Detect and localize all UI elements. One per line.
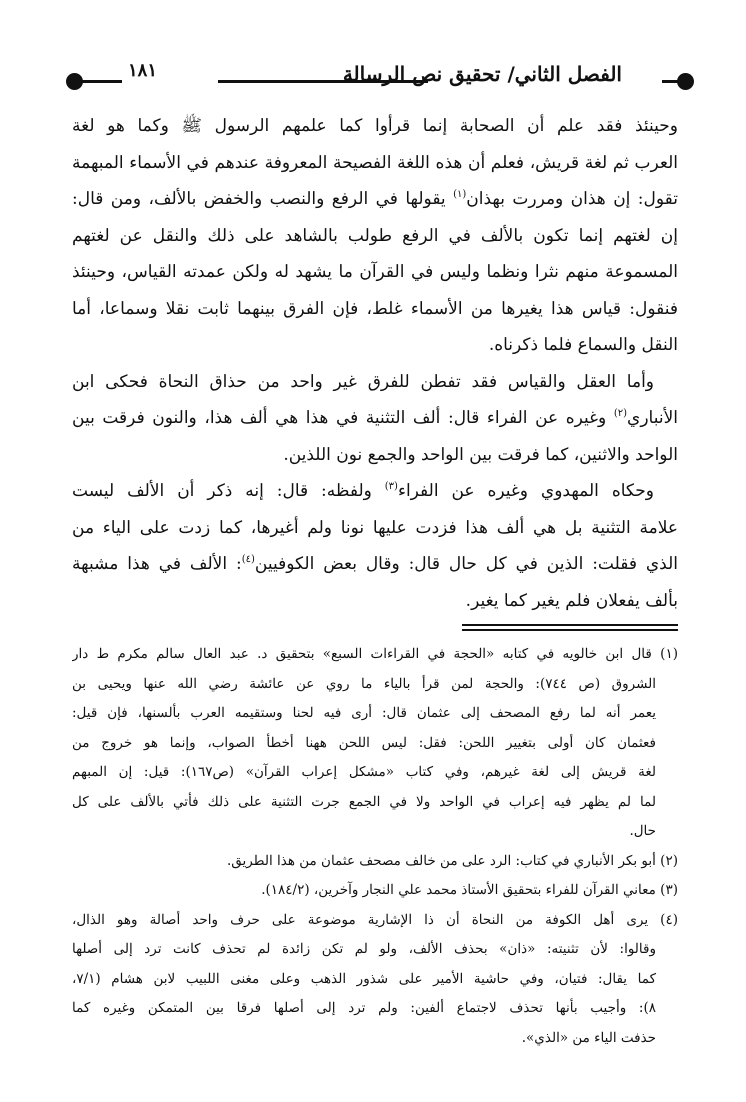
footnote-line <box>72 729 678 759</box>
main-text <box>72 108 678 619</box>
line-text: تقول: إن هذان ومررت بهذان <box>466 189 678 209</box>
line-text: لما لم يظهر فيه إعراب في الواحد ولا في الجمع جرت التثنية على ذلك فأتي بالألف على كل <box>72 793 656 810</box>
body-line <box>72 327 678 364</box>
running-header <box>66 60 694 104</box>
footnote-marker: (٢) <box>613 408 628 419</box>
line-text: وأما العقل والقياس فقد تفطن للفرق غير واحد من حذاق النحاة فحكى ابن <box>72 371 654 392</box>
line-text: يقولها في الرفع والنصب والخفض بالألف، ومن قال: <box>72 189 454 209</box>
line-text: بألف يفعلان فلم يغير كما يغير. <box>465 590 678 611</box>
page-number: ١٨١ <box>128 60 158 81</box>
line-text: (٤) يرى أهل الكوفة من النحاة أن ذا الإشارية موضوعة على حرف واحد أصالة وهو الذال، <box>72 911 678 928</box>
body-line <box>72 510 678 547</box>
footnote-line <box>72 994 678 1024</box>
footnote-line <box>72 788 678 818</box>
body-line <box>72 254 678 291</box>
footnote-line <box>72 906 678 936</box>
body-line <box>72 108 678 145</box>
line-text: وقالوا: لأن تثنيته: «ذان» بحذف الألف، ولو لم تكن زائدة لم تحذف كانت ترد إلى أصلها <box>72 941 656 957</box>
body-line <box>72 364 678 401</box>
line-text: الذي فقلت: الذين في كل حال قال: وقال بعض الكوفيين <box>254 554 678 574</box>
line-text: وغيره عن الفراء قال: ألف التثنية في هذا هي ألف هذا، والنون فرقت بين <box>72 408 614 428</box>
line-text: حذفت الياء من «الذي». <box>521 1029 656 1046</box>
footnotes <box>72 640 678 1053</box>
footnote-line <box>72 699 678 729</box>
line-text: حال. <box>629 823 656 839</box>
footnote-marker: (٣) <box>384 481 398 492</box>
footnote-separator <box>462 624 678 634</box>
line-text: وحكاه المهدوي وغيره عن الفراء <box>397 481 655 501</box>
footnote-marker: (١) <box>453 189 467 200</box>
footnote-line <box>72 935 678 965</box>
footnote-line <box>72 670 678 700</box>
line-text: إن لغتهم إنما تكون بالألف في الرفع طولب بالشاهد على ذلك والنقل عن لغتهم <box>72 225 678 246</box>
body-line <box>72 291 678 328</box>
line-text: : الألف في هذا مشبهة <box>72 554 242 574</box>
footnote-line <box>72 1024 678 1054</box>
line-text: الشروق (ص ٧٤٤): والحجة لمن قرأ بالياء ما روي عن عائشة رضي الله عنها ويحيى بن <box>72 675 656 692</box>
line-text: علامة التثنية بل هي ألف هذا فزدت عليها نونا ولم أغيرها، كما زدت على الياء من <box>72 517 678 538</box>
body-line <box>72 400 678 437</box>
footnote-line <box>72 640 678 670</box>
body-line <box>72 145 678 182</box>
header-rule-left <box>78 80 122 83</box>
line-text: الواحد والاثنين، كما فرقت بين الواحد والجمع نون اللذين. <box>283 444 678 465</box>
line-text: ولفظه: قال: إنه ذكر أن الألف ليست <box>72 481 385 501</box>
line-text: يعمر أنه لما رفع المصحف إلى عثمان قال: أرى فيه لحنا وستقيمه العرب بألسنها، فإن قيل: <box>72 705 656 721</box>
footnote-line <box>72 758 678 788</box>
line-text: المسموعة منهم نثرا ونظما وليس في القرآن ما يشهد له ولكن عمدته القياس، وحينئذ <box>72 262 678 282</box>
line-text: لغة قريش إلى لغة غيرهم، وفي كتاب «مشكل إعراب القرآن» (ص١٦٧): قيل: إن المبهم <box>72 764 656 780</box>
footnote-line <box>72 847 678 877</box>
body-line <box>72 473 678 510</box>
line-text: النقل والسماع فلما ذكرناه. <box>488 335 678 355</box>
line-text: الأنباري <box>627 408 678 428</box>
body-line <box>72 437 678 474</box>
chapter-title: الفصل الثاني/ تحقيق نص الرسالة <box>342 62 622 86</box>
header-dot-right <box>677 73 694 90</box>
footnote-line <box>72 965 678 995</box>
footnote-line <box>72 817 678 847</box>
line-text: (٣) معاني القرآن للفراء بتحقيق الأستاذ محمد علي النجار وآخرين، (١٨٤/٢). <box>261 882 678 898</box>
body-line <box>72 218 678 255</box>
body-line <box>72 546 678 583</box>
body-line <box>72 583 678 620</box>
line-text: وحينئذ فقد علم أن الصحابة إنما قرأوا كما علمهم الرسول ﷺ وكما هو لغة <box>72 116 678 136</box>
line-text: ٨): وأجيب بأنها تحذف لاجتماع ألفين: ولم ترد إلى أصلها فرقا بين المتمكن وغيره كما <box>72 1000 656 1016</box>
line-text: فعثمان كان أولى بتغيير اللحن: فقل: ليس اللحن ههنا أخطأ الصواب، وإنما هو خروج من <box>72 734 656 751</box>
line-text: العرب ثم لغة قريش، فعلم أن هذه اللغة الفصيحة المعروفة عندهم في الأسماء المبهمة <box>72 152 678 173</box>
footnote-marker: (٤) <box>241 554 255 565</box>
line-text: كما يقال: فتيان، وفي حاشية الأمير على شذور الذهب وعلى مغنى اللبيب لابن هشام (٧/١، <box>72 970 656 987</box>
line-text: فنقول: قياس هذا يغيرها من الأسماء غلط، فإن الفرق بينهما ثابت نقلا وسماعا، أما <box>72 298 678 319</box>
footnote-line <box>72 876 678 906</box>
line-text: (١) قال ابن خالويه في كتابه «الحجة في القراءات السبع» بتحقيق د. عبد العال سالم مكرم ط دار <box>72 646 678 662</box>
line-text: (٢) أبو بكر الأنباري في كتاب: الرد على من خالف مصحف عثمان من هذا الطريق. <box>227 852 678 869</box>
body-line <box>72 181 678 218</box>
